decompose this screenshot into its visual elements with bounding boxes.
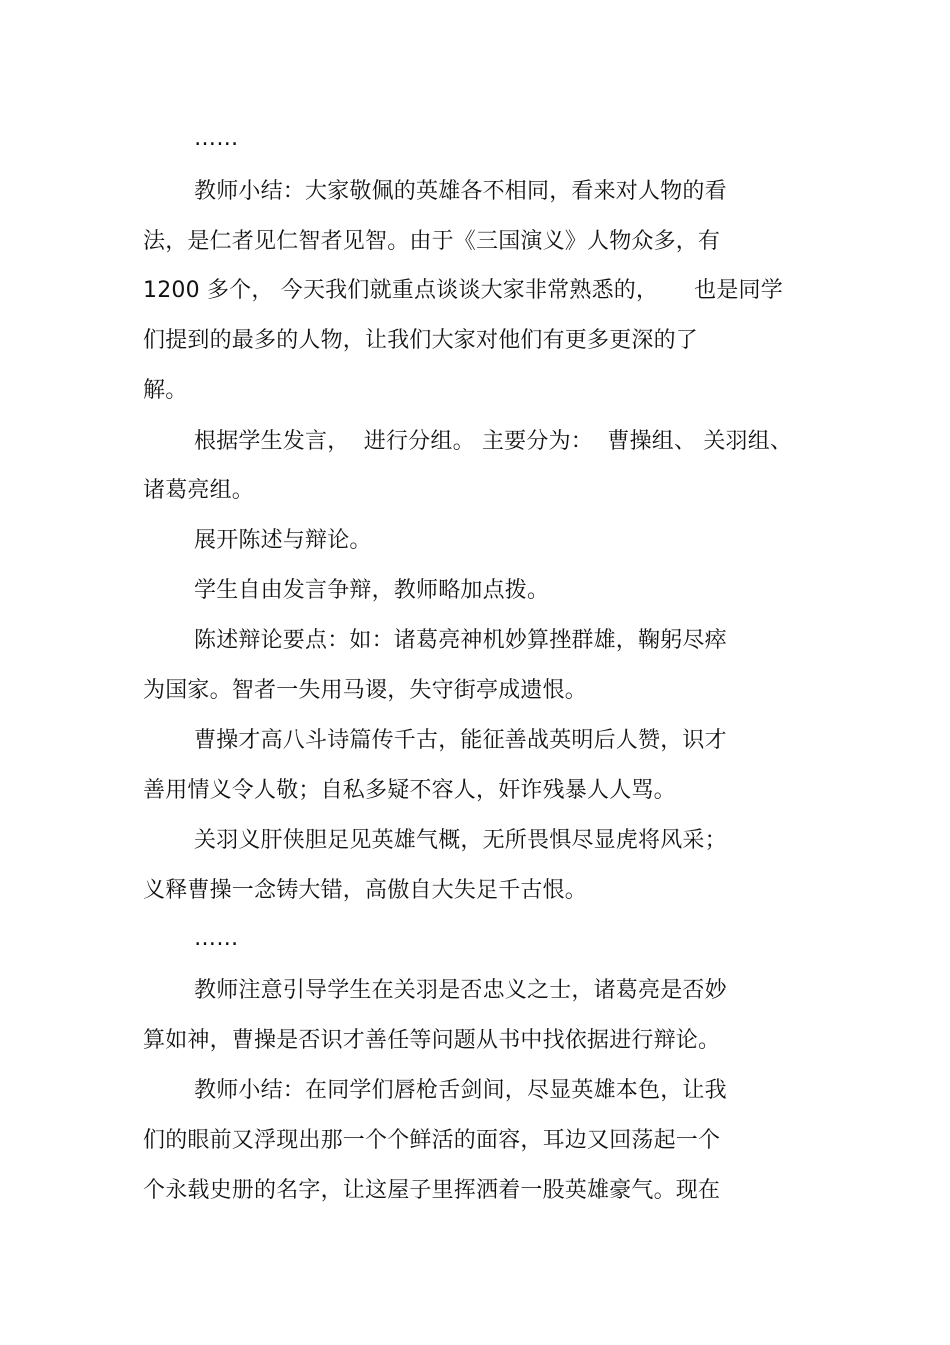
paragraph-line: 们提到的最多的人物，让我们大家对他们有更多更深的了 <box>143 328 699 353</box>
paragraph-line: 教师小结：在同学们唇枪舌剑间，尽显英雄本色，让我 <box>194 1078 727 1103</box>
paragraph-line: 教师注意引导学生在关羽是否忠义之士，诸葛亮是否妙 <box>194 978 727 1003</box>
paragraph-line: 诸葛亮组。 <box>143 478 255 503</box>
paragraph-line: 义释曹操一念铸大错，高傲自大失足千古恨。 <box>143 878 588 903</box>
paragraph-line: 法，是仁者见仁智者见智。由于《三国演义》人物众多，有 <box>143 229 721 254</box>
paragraph-line: 根据学生发言， 进行分组。 主要分为： 曹操组、 关羽组、 <box>194 429 793 454</box>
paragraph-line: 关羽义肝侠胆足见英雄气概，无所畏惧尽显虎将风采； <box>194 828 727 853</box>
paragraph-line: 教师小结：大家敬佩的英雄各不相同，看来对人物的看 <box>194 179 727 204</box>
paragraph-line: 曹操才高八斗诗篇传千古，能征善战英明后人赞，识才 <box>194 728 727 753</box>
paragraph-line: 个永载史册的名字，让这屋子里挥洒着一股英雄豪气。现在 <box>143 1178 721 1203</box>
paragraph-line: 算如神，曹操是否识才善任等问题从书中找依据进行辩论。 <box>143 1028 721 1053</box>
paragraph-line: 1200 多个， 今天我们就重点谈谈大家非常熟悉的， 也是同学 <box>143 278 783 303</box>
paragraph-line: 们的眼前又浮现出那一个个鲜活的面容，耳边又回荡起一个 <box>143 1128 721 1153</box>
paragraph-line: 陈述辩论要点：如：诸葛亮神机妙算挫群雄，鞠躬尽瘁 <box>194 628 727 653</box>
paragraph-line: 善用情义令人敬；自私多疑不容人，奸诈残暴人人骂。 <box>143 778 676 803</box>
ellipsis-line: …… <box>194 126 239 151</box>
paragraph-line: 为国家。智者一失用马谡，失守街亭成遗恨。 <box>143 678 588 703</box>
ellipsis-line: …… <box>194 926 239 951</box>
paragraph-line: 展开陈述与辩论。 <box>194 528 372 553</box>
paragraph-line: 学生自由发言争辩，教师略加点拨。 <box>194 578 550 603</box>
paragraph-line: 解。 <box>143 378 188 403</box>
